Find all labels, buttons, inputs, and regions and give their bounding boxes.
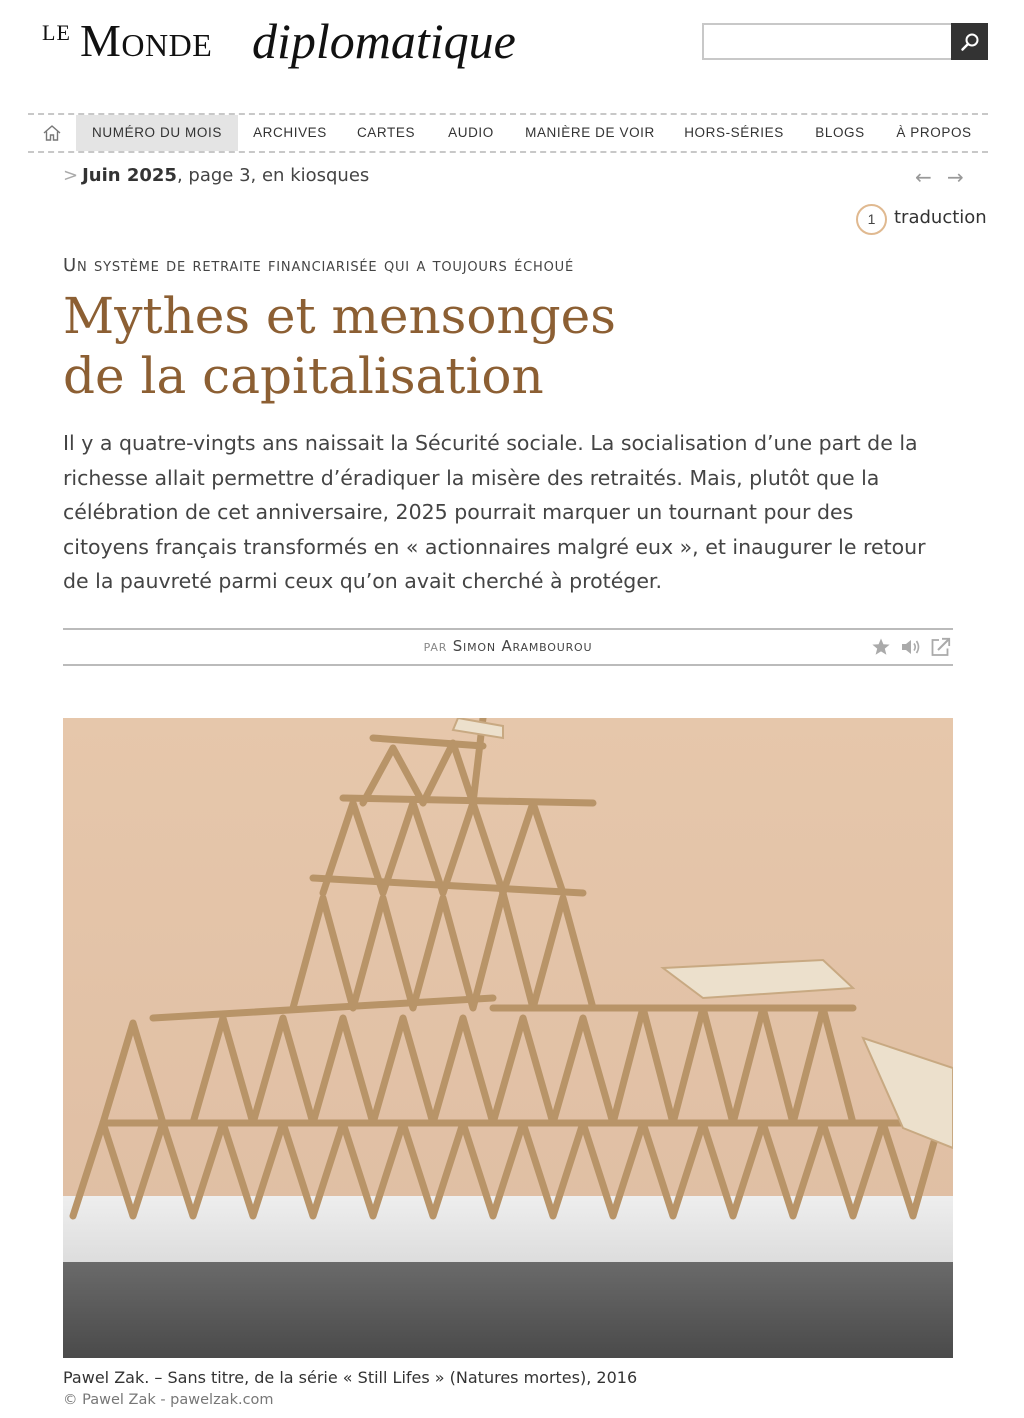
next-article-arrow-icon[interactable]: → xyxy=(947,165,964,189)
nav-numero-du-mois[interactable]: NUMÉRO DU MOIS xyxy=(76,115,238,151)
house-of-crackers-illustration xyxy=(63,718,953,1358)
logo-le: LE xyxy=(42,20,71,45)
nav-a-propos[interactable]: À PROPOS xyxy=(896,125,972,140)
image-credit[interactable]: © Pawel Zak - pawelzak.com xyxy=(63,1392,274,1408)
issue-page-info: , page 3, en kiosques xyxy=(176,165,370,186)
logo-monde: Monde xyxy=(80,15,213,66)
article-lead: Il y a quatre-vingts ans naissait la Sécurité sociale. La socialisation d’une part de la richesse allait permettre d’éradiquer la misère des retraités. Mais, plutôt que la célébration de cet anniversaire, 2025 pourrait marquer un tournant pour des citoyens français transformés en « actionnaires malgré eux », et inaugurer le retour de la pauvreté parmi ceux qu’on avait cherché à protéger. xyxy=(63,431,926,593)
article-kicker: Un système de retraite financiarisée qui a toujours échoué xyxy=(63,255,574,276)
share-external-icon[interactable] xyxy=(930,637,952,661)
search-button[interactable] xyxy=(951,23,988,60)
article-title-line-1: Mythes et mensonges xyxy=(63,287,616,345)
home-icon xyxy=(42,124,62,142)
author-link[interactable]: Simon Arambourou xyxy=(452,637,593,655)
article-title-line-2: de la capitalisation xyxy=(63,347,544,405)
byline xyxy=(63,637,953,655)
article-image[interactable] xyxy=(63,718,953,1358)
nav-archives[interactable]: ARCHIVES xyxy=(253,125,327,140)
article-tools xyxy=(871,637,953,659)
article-navigation xyxy=(915,166,975,188)
nav-audio[interactable]: AUDIO xyxy=(448,125,494,140)
byline-bar xyxy=(63,628,953,666)
nav-blogs[interactable]: BLOGS xyxy=(815,125,865,140)
audio-speaker-icon[interactable] xyxy=(900,637,922,661)
issue-breadcrumb xyxy=(63,165,369,186)
translation-count: 1 xyxy=(856,204,887,235)
previous-article-arrow-icon[interactable]: ← xyxy=(915,165,932,189)
main-nav xyxy=(28,113,988,153)
search-icon xyxy=(960,32,980,52)
home-button[interactable] xyxy=(28,115,76,151)
search-box xyxy=(702,23,988,60)
search-input[interactable] xyxy=(704,25,952,58)
translation-label: traduction xyxy=(894,207,987,228)
nav-hors-series[interactable]: HORS-SÉRIES xyxy=(684,125,784,140)
nav-maniere-de-voir[interactable]: MANIÈRE DE VOIR xyxy=(525,125,655,140)
article-title xyxy=(63,286,763,406)
breadcrumb-chevron: > xyxy=(63,165,79,186)
nav-cartes[interactable]: CARTES xyxy=(356,125,416,140)
byline-par: par xyxy=(423,637,448,655)
issue-month-link[interactable]: Juin 2025 xyxy=(82,165,177,186)
logo-diplomatique: diplomatique xyxy=(252,13,516,69)
image-caption: Pawel Zak. – Sans titre, de la série « Still Lifes » (Natures mortes), 2016 xyxy=(63,1368,638,1387)
favorite-star-icon[interactable] xyxy=(871,637,891,661)
